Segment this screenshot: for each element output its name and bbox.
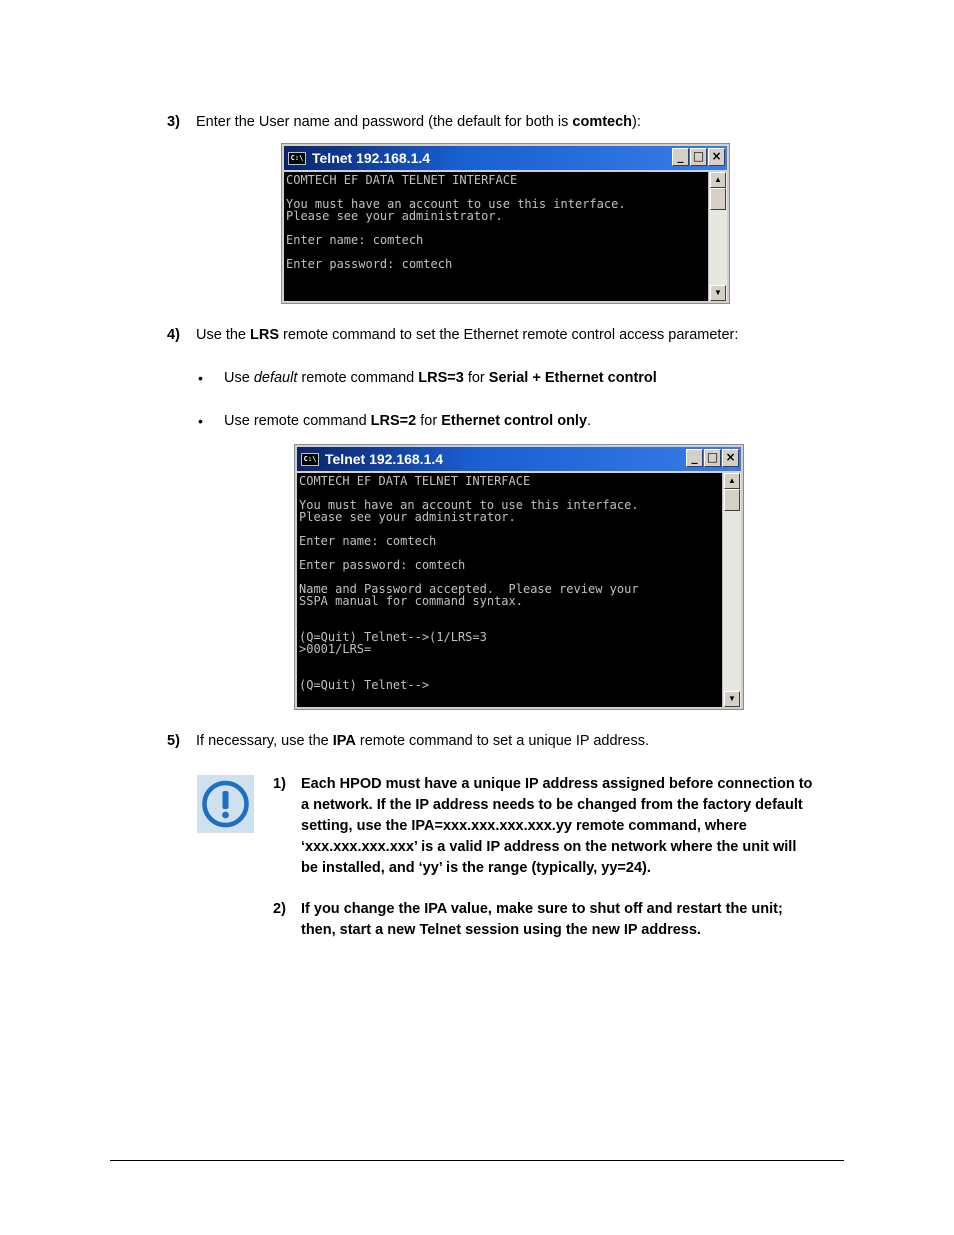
close-button[interactable]: × bbox=[722, 449, 739, 467]
scrollbar-1[interactable] bbox=[708, 172, 727, 301]
terminal-line: COMTECH EF DATA TELNET INTERFACE bbox=[299, 474, 531, 488]
terminal-line: Please see your administrator. bbox=[299, 510, 516, 524]
terminal-line bbox=[299, 607, 720, 619]
notice-item-2-number: 2) bbox=[273, 901, 286, 917]
terminal-line bbox=[299, 655, 720, 667]
bullet-1-text-c: for bbox=[463, 370, 489, 386]
terminal-line: (Q=Quit) Telnet-->(1/LRS=3 bbox=[299, 630, 487, 644]
step-3-number: 3) bbox=[167, 114, 180, 130]
telnet-title-2: Telnet 192.168.1.4 bbox=[325, 451, 444, 467]
telnet-window-1 bbox=[281, 143, 730, 304]
telnet-console-1[interactable] bbox=[284, 172, 727, 301]
bullet-item-1 bbox=[224, 370, 657, 386]
step-5-text bbox=[196, 733, 649, 749]
maximize-button[interactable]: □ bbox=[704, 449, 721, 467]
step-5-text-a: If necessary, use the bbox=[196, 733, 333, 749]
scroll-up-arrow-icon[interactable]: ▲ bbox=[724, 473, 740, 489]
terminal-output-1 bbox=[284, 172, 708, 301]
terminal-line: Enter name: comtech bbox=[299, 534, 437, 548]
bullet-1-bold-b: Serial + Ethernet control bbox=[488, 370, 657, 386]
scroll-thumb[interactable] bbox=[710, 188, 726, 210]
telnet-title-bar-2[interactable] bbox=[297, 447, 741, 471]
step-4-text bbox=[196, 327, 738, 343]
step-3-text-a: Enter the User name and password (the default for both is bbox=[196, 114, 573, 130]
minimize-button[interactable]: _ bbox=[672, 148, 689, 166]
telnet-console-2[interactable] bbox=[297, 473, 741, 707]
terminal-line: You must have an account to use this interface. bbox=[286, 197, 626, 211]
notice-item-2-text: If you change the IPA value, make sure to shut off and restart the unit; then, start a new Telnet session using the new IP address. bbox=[301, 901, 783, 938]
notice-item-1-text: Each HPOD must have a unique IP address assigned before connection to a network. If the IP address needs to be changed from the factory default setting, use the IPA=xxx.xxx.xxx.xxx.yy remote command, where ‘xxx.xxx.xxx.xxx’ is a valid IP address on the network where the unit will be installed, and ‘yy’ is the range (typically, yy=24). bbox=[301, 776, 813, 876]
step-3-bold: comtech bbox=[572, 114, 633, 130]
close-button[interactable]: × bbox=[708, 148, 725, 166]
bullet-1-text-b: remote command bbox=[297, 370, 419, 386]
scroll-down-arrow-icon[interactable]: ▼ bbox=[724, 691, 740, 707]
maximize-button[interactable]: □ bbox=[690, 148, 707, 166]
step-3-text-b: ): bbox=[632, 114, 641, 130]
terminal-line: >0001/LRS= bbox=[299, 642, 372, 656]
console-icon: C:\ bbox=[288, 152, 306, 165]
telnet-window-2 bbox=[294, 444, 744, 710]
scrollbar-2[interactable] bbox=[722, 473, 741, 707]
terminal-line: Enter password: comtech bbox=[286, 257, 453, 271]
scroll-up-arrow-icon[interactable]: ▲ bbox=[710, 172, 726, 188]
notice-item-1-number: 1) bbox=[273, 776, 286, 792]
bullet-marker-1: • bbox=[198, 370, 203, 386]
footer-divider bbox=[110, 1160, 844, 1161]
bullet-2-text-b: for bbox=[416, 413, 442, 429]
step-4-bold: LRS bbox=[250, 327, 279, 343]
step-4-text-b: remote command to set the Ethernet remote control access parameter: bbox=[279, 327, 739, 343]
bullet-marker-2: • bbox=[198, 413, 203, 429]
step-5-bold: IPA bbox=[332, 733, 356, 749]
bullet-1-bold-a: LRS=3 bbox=[418, 370, 464, 386]
bullet-2-text-a: Use remote command bbox=[224, 413, 371, 429]
telnet-title-bar-1[interactable] bbox=[284, 146, 727, 170]
step-4-number: 4) bbox=[167, 327, 180, 343]
terminal-line: SSPA manual for command syntax. bbox=[299, 594, 523, 608]
bullet-2-bold-b: Ethernet control only bbox=[441, 413, 588, 429]
scroll-down-arrow-icon[interactable]: ▼ bbox=[710, 285, 726, 301]
terminal-line: You must have an account to use this interface. bbox=[299, 498, 639, 512]
minimize-button[interactable]: _ bbox=[686, 449, 703, 467]
scroll-thumb[interactable] bbox=[724, 489, 740, 511]
bullet-item-2 bbox=[224, 413, 591, 429]
terminal-line: Enter name: comtech bbox=[286, 233, 424, 247]
terminal-line: Enter password: comtech bbox=[299, 558, 466, 572]
terminal-line: Please see your administrator. bbox=[286, 209, 503, 223]
exclamation-circle-icon bbox=[197, 775, 254, 833]
terminal-line: Name and Password accepted. Please review your bbox=[299, 582, 639, 596]
bullet-2-text-c: . bbox=[587, 413, 592, 429]
console-icon: C:\ bbox=[301, 453, 319, 466]
step-5-text-b: remote command to set a unique IP address. bbox=[355, 733, 649, 749]
bullet-2-bold-a: LRS=2 bbox=[370, 413, 417, 429]
terminal-line: COMTECH EF DATA TELNET INTERFACE bbox=[286, 173, 518, 187]
bullet-1-text-a: Use bbox=[224, 370, 254, 386]
step-4-text-a: Use the bbox=[196, 327, 250, 343]
terminal-line: (Q=Quit) Telnet--> bbox=[299, 678, 430, 692]
window-controls-1 bbox=[672, 148, 725, 166]
bullet-1-italic: default bbox=[253, 370, 298, 386]
step-3-text bbox=[196, 114, 641, 130]
telnet-title-1: Telnet 192.168.1.4 bbox=[312, 150, 431, 166]
step-5-number: 5) bbox=[167, 733, 180, 749]
window-controls-2 bbox=[686, 449, 739, 467]
terminal-output-2 bbox=[297, 473, 722, 707]
